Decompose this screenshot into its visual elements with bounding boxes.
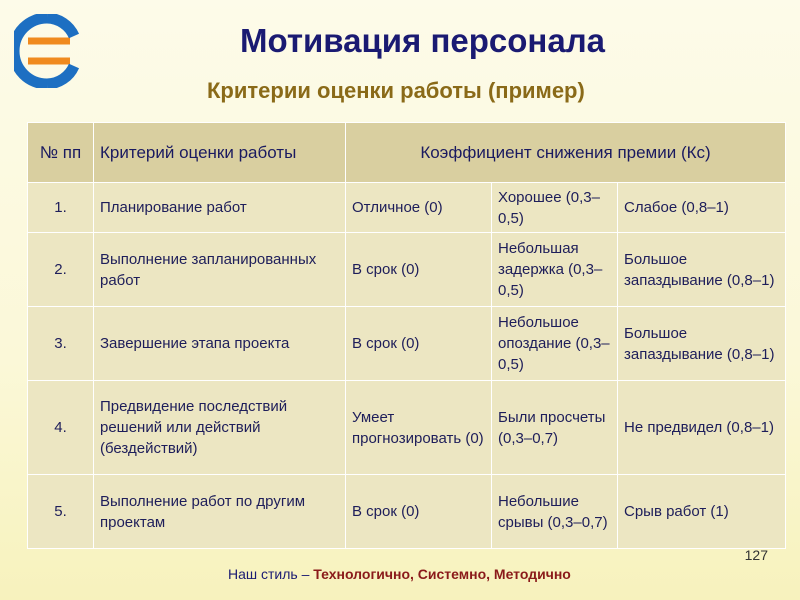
row-num: 3.: [28, 307, 94, 381]
page-subtitle: Критерии оценки работы (пример): [207, 78, 585, 103]
row-num: 4.: [28, 381, 94, 475]
page-title: Мотивация персонала: [240, 22, 606, 59]
header-num: № пп: [28, 123, 94, 183]
footer-slogan: [228, 566, 571, 582]
row-criterion: Завершение этапа проекта: [94, 307, 346, 381]
row-criterion: Выполнение запланированных работ: [94, 233, 346, 307]
table-row: [28, 307, 786, 381]
row-criterion: Планирование работ: [94, 183, 346, 233]
criteria-table: [27, 122, 786, 549]
row-coef-mid: Небольшое опоздание (0,3–0,5): [492, 307, 618, 381]
row-num: 1.: [28, 183, 94, 233]
row-coef-bad: Не предвидел (0,8–1): [618, 381, 786, 475]
table-header-row: [28, 123, 786, 183]
company-logo-icon: [14, 14, 80, 88]
row-coef-bad: Большое запаздывание (0,8–1): [618, 307, 786, 381]
footer-prefix: Наш стиль –: [228, 566, 310, 582]
row-coef-good: Отличное (0): [346, 183, 492, 233]
row-num: 5.: [28, 475, 94, 549]
page-number: 127: [744, 547, 768, 563]
row-criterion: Предвидение последствий решений или действий (бездействий): [94, 381, 346, 475]
row-coef-mid: Небольшая задержка (0,3–0,5): [492, 233, 618, 307]
header-coefficient: Коэффициент снижения премии (Кс): [346, 123, 786, 183]
row-coef-good: В срок (0): [346, 307, 492, 381]
row-num: 2.: [28, 233, 94, 307]
row-coef-mid: Небольшие срывы (0,3–0,7): [492, 475, 618, 549]
row-criterion: Выполнение работ по другим проектам: [94, 475, 346, 549]
row-coef-mid: Были просчеты (0,3–0,7): [492, 381, 618, 475]
row-coef-bad: Большое запаздывание (0,8–1): [618, 233, 786, 307]
table-row: [28, 381, 786, 475]
header-criterion: Критерий оценки работы: [94, 123, 346, 183]
row-coef-bad: Срыв работ (1): [618, 475, 786, 549]
row-coef-mid: Хорошее (0,3–0,5): [492, 183, 618, 233]
row-coef-good: Умеет прогнозировать (0): [346, 381, 492, 475]
row-coef-bad: Слабое (0,8–1): [618, 183, 786, 233]
row-coef-good: В срок (0): [346, 233, 492, 307]
row-coef-good: В срок (0): [346, 475, 492, 549]
table-row: [28, 475, 786, 549]
footer-emphasis: Технологично, Системно, Методично: [313, 566, 571, 582]
table-row: [28, 183, 786, 233]
table-row: [28, 233, 786, 307]
